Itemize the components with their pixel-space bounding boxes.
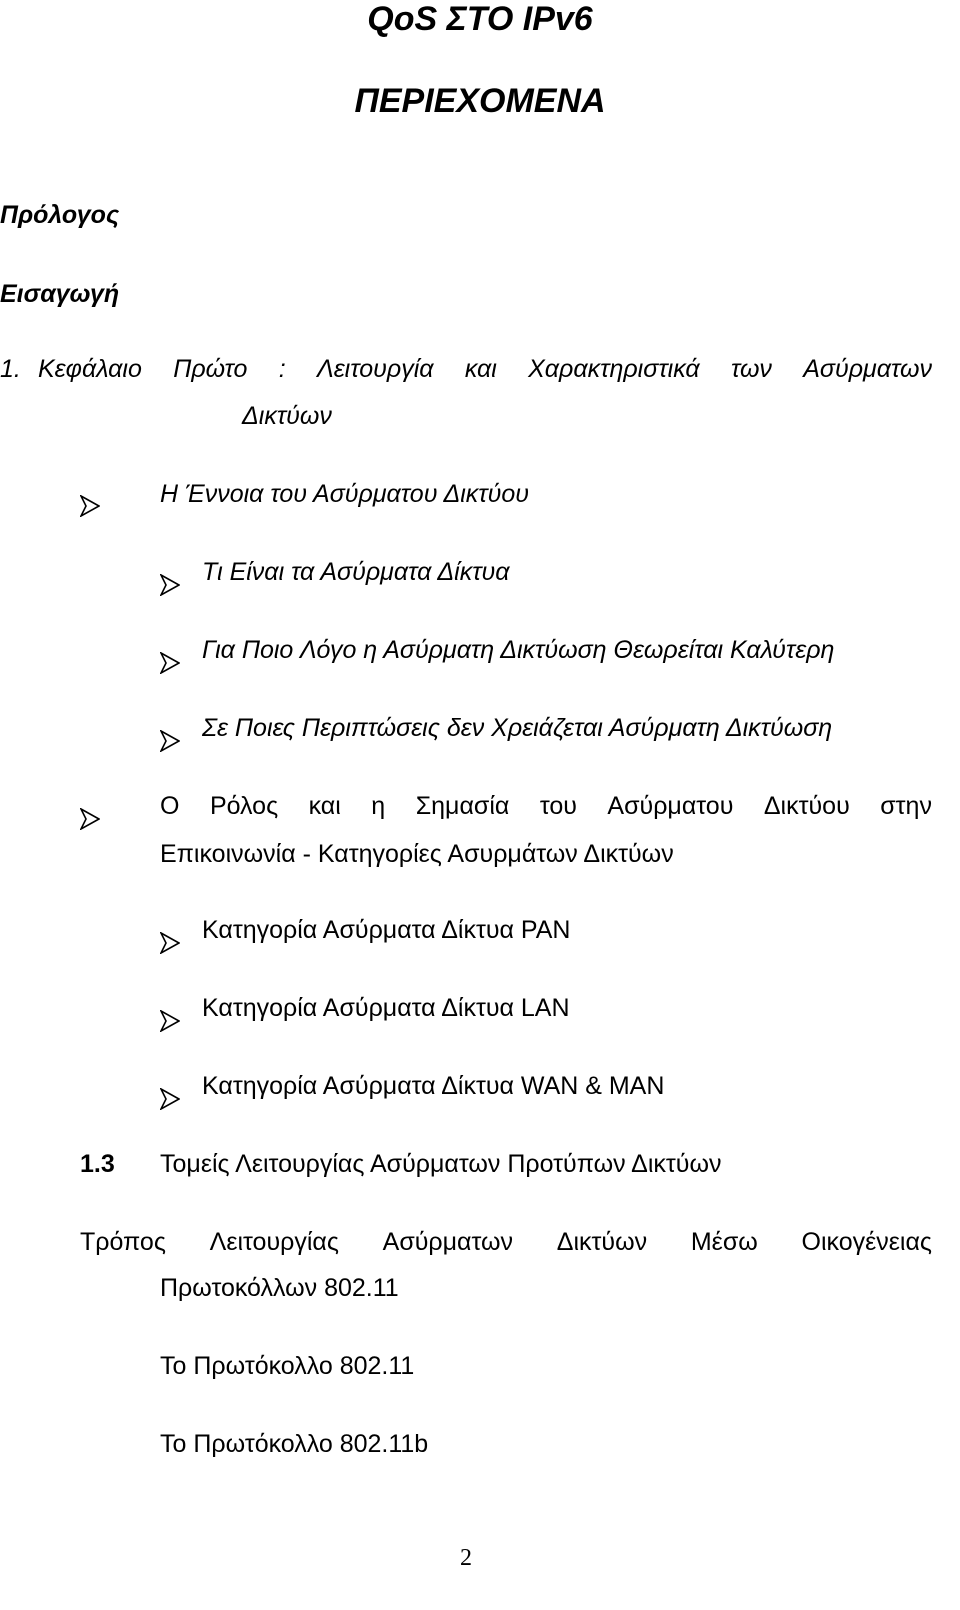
chapter1-heading (38, 357, 932, 382)
toc-item-when-not-needed: Σε Ποιες Περιπτώσεις δεν Χρειάζεται Ασύρματη Δικτύωση (202, 714, 833, 742)
toc-item-modes-line2: Πρωτοκόλλων 802.11 (160, 1274, 399, 1302)
arrow-bullet-icon (160, 730, 180, 752)
role-word: Σημασία (415, 792, 510, 820)
section-1-3-number: 1.3 (80, 1150, 115, 1178)
arrow-bullet-icon (160, 932, 180, 954)
role-word: Ασύρματου (607, 792, 734, 820)
chapter1-word: Λειτουργία (317, 355, 434, 383)
chapter1-word: Πρώτο (173, 355, 248, 383)
chapter1-word: των (730, 355, 772, 383)
toc-item-protocol-80211b: Το Πρωτόκολλο 802.11b (160, 1430, 429, 1458)
toc-item-role-line2: Επικοινωνία - Κατηγορίες Ασυρμάτων Δικτύων (160, 840, 674, 868)
modes-word: Οικογένειας (801, 1228, 932, 1256)
arrow-bullet-icon (160, 574, 180, 596)
chapter1-number: 1. (0, 355, 21, 383)
toc-item-pan: Κατηγορία Ασύρματα Δίκτυα PAN (202, 916, 571, 944)
toc-item-role (160, 794, 932, 819)
role-word: Ο (160, 792, 180, 820)
role-word: του (539, 792, 577, 820)
toc-heading: ΠΕΡΙΕΧΟΜΕΝΑ (354, 82, 606, 120)
role-word: στην (880, 792, 932, 820)
toc-item-what-are-wireless: Τι Είναι τα Ασύρματα Δίκτυα (202, 558, 510, 586)
page-number: 2 (460, 1545, 472, 1571)
toc-item-why-wireless: Για Ποιο Λόγο η Ασύρματη Δικτύωση Θεωρείται Καλύτερη (202, 636, 835, 664)
arrow-bullet-icon (160, 1088, 180, 1110)
role-word: Δικτύου (763, 792, 850, 820)
document-title: QoS ΣΤΟ IPv6 (367, 0, 593, 38)
toc-entry-introduction: Εισαγωγή (0, 280, 120, 308)
arrow-bullet-icon (80, 495, 100, 517)
chapter1-word: Κεφάλαιο (38, 355, 142, 383)
arrow-bullet-icon (160, 652, 180, 674)
chapter1-heading-line2: Δικτύων (242, 402, 332, 430)
chapter1-word: : (278, 355, 286, 383)
modes-word: Δικτύων (556, 1228, 648, 1256)
role-word: και (308, 792, 341, 820)
modes-word: Μέσω (690, 1228, 758, 1256)
toc-item-wireless-concept: Η Έννοια του Ασύρματου Δικτύου (160, 480, 530, 508)
toc-item-modes (80, 1230, 932, 1255)
modes-word: Τρόπος (80, 1228, 166, 1256)
role-word: η (371, 792, 386, 820)
section-1-3-title: Τομείς Λειτουργίας Ασύρματων Προτύπων Δικτύων (160, 1150, 722, 1178)
modes-word: Ασύρματων (382, 1228, 514, 1256)
chapter1-word: Χαρακτηριστικά (528, 355, 700, 383)
toc-item-lan: Κατηγορία Ασύρματα Δίκτυα LAN (202, 994, 570, 1022)
arrow-bullet-icon (80, 808, 100, 830)
toc-item-protocol-80211: Το Πρωτόκολλο 802.11 (160, 1352, 415, 1380)
modes-word: Λειτουργίας (209, 1228, 339, 1256)
arrow-bullet-icon (160, 1010, 180, 1032)
toc-item-wan-man: Κατηγορία Ασύρματα Δίκτυα WAN & MAN (202, 1072, 665, 1100)
role-word: Ρόλος (209, 792, 279, 820)
chapter1-word: και (464, 355, 497, 383)
toc-entry-preface: Πρόλογος (0, 201, 120, 229)
chapter1-word: Ασύρματων (803, 355, 932, 383)
